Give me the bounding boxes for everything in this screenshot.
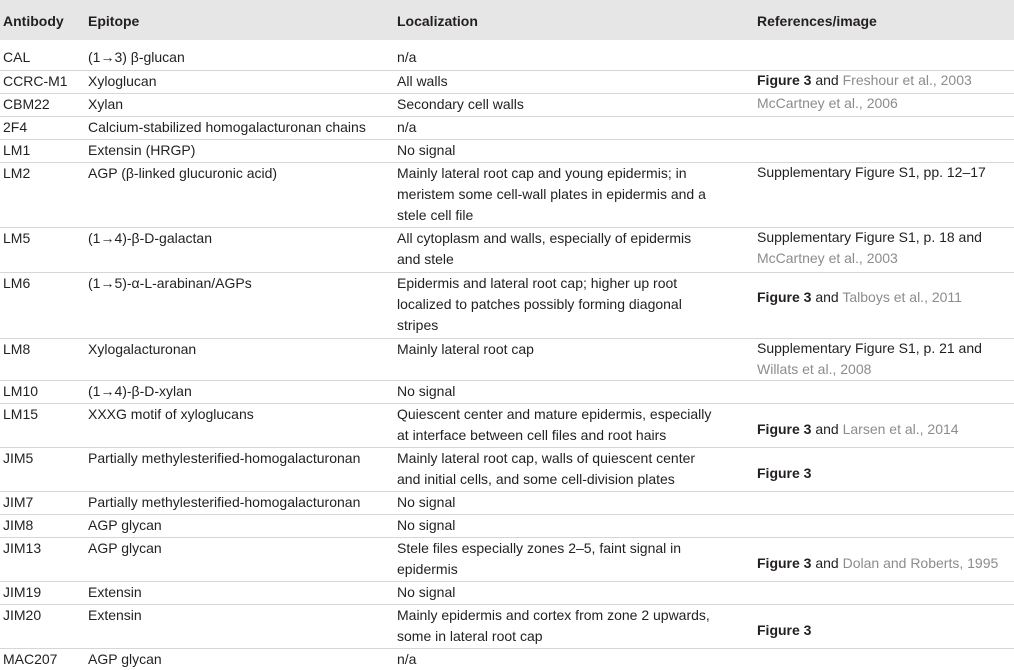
localization-cell: Mainly lateral root cap and young epidermis; in meristem some cell-wall plates in epidermis and a stele cell file <box>397 165 706 223</box>
citation-link[interactable]: Willats et al., 2008 <box>757 361 872 377</box>
epitope-cell: Partially methylesterified-homogalacturonan <box>88 494 361 510</box>
localization-cell: Secondary cell walls <box>397 96 524 112</box>
epitope-cell: AGP glycan <box>88 517 162 533</box>
antibody-cell: CBM22 <box>3 96 50 112</box>
figure-link[interactable]: Figure 3 <box>757 622 812 638</box>
epitope-cell: (1→4)-β-D-xylan <box>88 383 192 399</box>
figure-link[interactable]: Figure 3 <box>757 465 812 481</box>
epitope-cell: Calcium-stabilized homogalacturonan chains <box>88 119 366 135</box>
reference-ccrc: Figure 3 and Freshour et al., 2003 <box>757 72 972 88</box>
header-references: References/image <box>757 13 877 29</box>
epitope-cell: (1→3) β-glucan <box>88 49 185 65</box>
citation-link[interactable]: McCartney et al., 2003 <box>757 250 898 266</box>
localization-cell: Mainly epidermis and cortex from zone 2 upwards, some in lateral root cap <box>397 607 710 644</box>
supplementary-link[interactable]: Supplementary Figure S1, p. 21 and <box>757 340 982 356</box>
table-row <box>0 380 1014 404</box>
epitope-cell: AGP glycan <box>88 651 162 667</box>
epitope-cell: Partially methylesterified-homogalacturonan <box>88 450 361 466</box>
localization-cell: All cytoplasm and walls, especially of epidermis and stele <box>397 230 692 267</box>
antibody-cell: LM15 <box>3 406 39 422</box>
epitope-cell: AGP (β-linked glucuronic acid) <box>88 165 278 181</box>
epitope-cell: (1→4)-β-D-galactan <box>88 230 212 246</box>
localization-cell: Quiescent center and mature epidermis, especially at interface between cell files and root hairs <box>397 406 712 443</box>
localization-cell: n/a <box>397 49 417 65</box>
antibody-cell: 2F4 <box>3 119 28 135</box>
epitope-cell: Xylan <box>88 96 124 112</box>
antibody-cell: JIM20 <box>3 607 42 623</box>
reference-jim5 <box>757 463 1012 484</box>
reference-lm8 <box>757 338 1012 380</box>
reference-lm5 <box>757 227 1012 269</box>
antibody-cell: MAC207 <box>3 651 58 667</box>
header-localization: Localization <box>397 13 478 29</box>
reference-jim13: Figure 3 and Dolan and Roberts, 1995 <box>757 555 999 571</box>
supplementary-link[interactable]: Supplementary Figure S1, pp. 12–17 <box>757 164 986 180</box>
table-row <box>0 514 1014 538</box>
reference-lm6: Figure 3 and Talboys et al., 2011 <box>757 289 962 305</box>
localization-cell: Stele files especially zones 2–5, faint signal in epidermis <box>397 540 682 577</box>
supplementary-link[interactable]: Supplementary Figure S1, p. 18 and <box>757 229 982 245</box>
antibody-cell: LM5 <box>3 230 31 246</box>
antibody-cell: JIM13 <box>3 540 42 556</box>
table-row <box>0 116 1014 140</box>
figure-link[interactable]: Figure 3 <box>757 555 812 571</box>
table-row <box>0 648 1014 670</box>
localization-cell: Epidermis and lateral root cap; higher up root localized to patches possibly forming diagonal stripes <box>397 275 682 333</box>
antibody-cell: LM1 <box>3 142 31 158</box>
table-row <box>0 139 1014 163</box>
antibody-cell: CAL <box>3 49 31 65</box>
figure-link[interactable]: Figure 3 <box>757 421 812 437</box>
reference-jim20 <box>757 620 1012 641</box>
epitope-cell: XXXG motif of xyloglucans <box>88 406 254 422</box>
citation-link[interactable]: Dolan and Roberts, 1995 <box>842 555 999 571</box>
header-antibody: Antibody <box>3 13 64 29</box>
localization-cell: n/a <box>397 651 417 667</box>
antibody-cell: JIM5 <box>3 450 34 466</box>
epitope-cell: (1→5)-α-L-arabinan/AGPs <box>88 275 252 291</box>
reference-lm15: Figure 3 and Larsen et al., 2014 <box>757 421 959 437</box>
epitope-cell: Xyloglucan <box>88 73 157 89</box>
antibody-cell: JIM19 <box>3 584 42 600</box>
citation-link[interactable]: Freshour et al., 2003 <box>842 72 972 88</box>
localization-cell: No signal <box>397 584 456 600</box>
citation-link[interactable]: Talboys et al., 2011 <box>842 289 962 305</box>
localization-cell: No signal <box>397 383 456 399</box>
reference-cbm22 <box>757 93 1012 114</box>
epitope-cell: Extensin <box>88 607 142 623</box>
figure-link[interactable]: Figure 3 <box>757 72 812 88</box>
epitope-cell: AGP glycan <box>88 540 162 556</box>
localization-cell: n/a <box>397 119 417 135</box>
epitope-cell: Extensin <box>88 584 142 600</box>
antibody-cell: LM6 <box>3 275 31 291</box>
reference-lm2 <box>757 162 1012 183</box>
epitope-cell: Extensin (HRGP) <box>88 142 196 158</box>
localization-cell: No signal <box>397 494 456 510</box>
table-header <box>0 0 1014 40</box>
localization-cell: No signal <box>397 517 456 533</box>
header-epitope: Epitope <box>88 13 140 29</box>
antibody-cell: LM2 <box>3 165 31 181</box>
antibody-cell: CCRC-M1 <box>3 73 68 89</box>
antibody-cell: LM8 <box>3 341 31 357</box>
figure-link[interactable]: Figure 3 <box>757 289 812 305</box>
citation-link[interactable]: McCartney et al., 2006 <box>757 95 898 111</box>
antibody-cell: JIM8 <box>3 517 34 533</box>
localization-cell: All walls <box>397 73 448 89</box>
localization-cell: Mainly lateral root cap, walls of quiescent center and initial cells, and some cell-division plates <box>397 450 696 487</box>
table-row <box>0 47 1014 70</box>
antibody-cell: LM10 <box>3 383 39 399</box>
localization-cell: Mainly lateral root cap <box>397 341 534 357</box>
antibody-cell: JIM7 <box>3 494 34 510</box>
epitope-cell: Xylogalacturonan <box>88 341 197 357</box>
table-row <box>0 491 1014 515</box>
table-row <box>0 581 1014 605</box>
citation-link[interactable]: Larsen et al., 2014 <box>842 421 959 437</box>
localization-cell: No signal <box>397 142 456 158</box>
